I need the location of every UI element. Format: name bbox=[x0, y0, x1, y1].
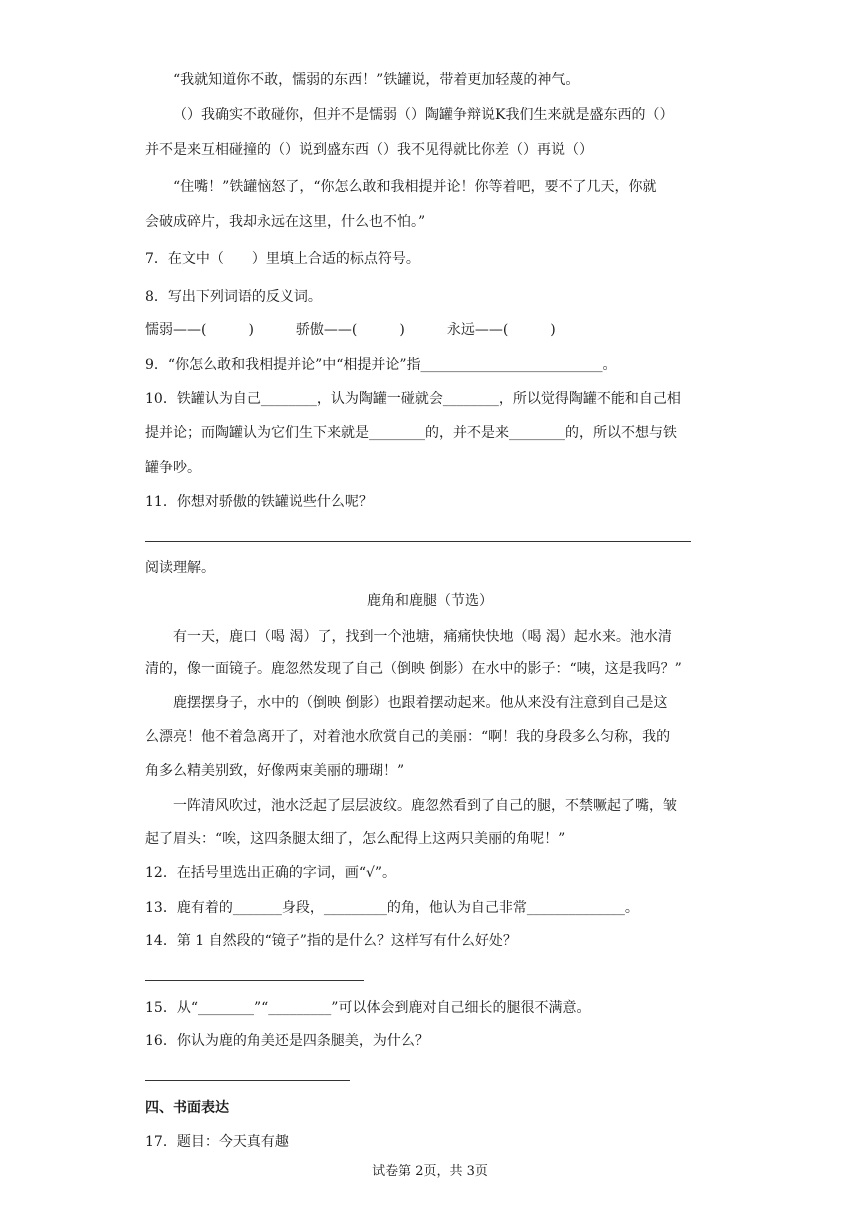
question-15: 15．从“________”“_________”可以体会到鹿对自己细长的腿很不满意。 bbox=[145, 1000, 591, 1016]
passage1-line: （）我确实不敢碰你，但并不是懦弱（）陶罐争辩说K我们生来就是盛东西的（） bbox=[173, 107, 674, 123]
passage-title: 鹿角和鹿腿（节选） bbox=[367, 593, 493, 609]
passage2-line: 么漂亮！他不着急离开了，对着池水欣赏自己的美丽：“啊！我的身段多么匀称，我的 bbox=[145, 729, 671, 745]
question-8: 8．写出下列词语的反义词。 bbox=[145, 289, 322, 305]
question-11: 11．你想对骄傲的铁罐说些什么呢？ bbox=[145, 494, 373, 510]
question-12: 12．在括号里选出正确的字词，画“√”。 bbox=[145, 865, 397, 881]
question-17: 17．题目：今天真有趣 bbox=[145, 1134, 289, 1150]
question-9: 9．“你怎么敢和我相提并论”中“相提并论”指__________________________。 bbox=[145, 357, 617, 373]
passage2-line: 有一天，鹿口（喝 渴）了，找到一个池塘，痛痛快快地（喝 渴）起水来。池水清 bbox=[173, 629, 672, 645]
passage2-line: 清的，像一面镜子。鹿忽然发现了自己（倒映 倒影）在水中的影子：“咦，这是我吗？” bbox=[145, 661, 682, 677]
passage1-line: 会破成碎片，我却永远在这里，什么也不怕。” bbox=[145, 214, 426, 230]
question-8-words: 懦弱——( ) 骄傲——( ) 永远——( ) bbox=[145, 322, 556, 338]
passage1-line: 并不是来互相碰撞的（）说到盛东西（）我不见得就比你差（）再说（） bbox=[145, 142, 593, 158]
section-reading: 阅读理解。 bbox=[145, 560, 215, 576]
passage1-line: “住嘴！”铁罐恼怒了，“你怎么敢和我相提并论！你等着吧，要不了几天，你就 bbox=[173, 179, 657, 195]
question-16: 16．你认为鹿的角美还是四条腿美，为什么？ bbox=[145, 1033, 429, 1049]
passage2-line: 鹿摆摆身子，水中的（倒映 倒影）也跟着摆动起来。他从来没有注意到自己是这 bbox=[173, 695, 668, 711]
section-title: 四、书面表达 bbox=[145, 1100, 229, 1116]
page-footer: 试卷第 2页，共 3页 bbox=[372, 1164, 488, 1179]
question-10: 罐争吵。 bbox=[145, 460, 201, 476]
passage2-line: 角多么精美别致，好像两束美丽的珊瑚！” bbox=[145, 763, 405, 779]
question-14: 14．第 1 自然段的“镜子”指的是什么？这样写有什么好处？ bbox=[145, 933, 517, 949]
answer-line bbox=[145, 541, 691, 542]
passage2-line: 一阵清风吹过，池水泛起了层层波纹。鹿忽然看到了自己的腿，不禁噘起了嘴，皱 bbox=[173, 798, 677, 814]
question-13: 13．鹿有着的_______身段，_________的角，他认为自己非常______________。 bbox=[145, 900, 639, 916]
question-10: 提并论；而陶罐认为它们生下来就是________的，并不是来________的，所以不想与铁 bbox=[145, 425, 677, 441]
question-10: 10．铁罐认为自己________，认为陶罐一碰就会________，所以觉得陶罐不能和自己相 bbox=[145, 391, 681, 407]
question-7: 7．在文中（ ）里填上合适的标点符号。 bbox=[145, 251, 420, 267]
passage2-line: 起了眉头：“唉，这四条腿太细了，怎么配得上这两只美丽的角呢！” bbox=[145, 831, 566, 847]
answer-line bbox=[145, 980, 364, 981]
answer-line bbox=[145, 1080, 350, 1081]
passage1-line: “我就知道你不敢，懦弱的东西！”铁罐说，带着更加轻蔑的神气。 bbox=[173, 72, 580, 88]
